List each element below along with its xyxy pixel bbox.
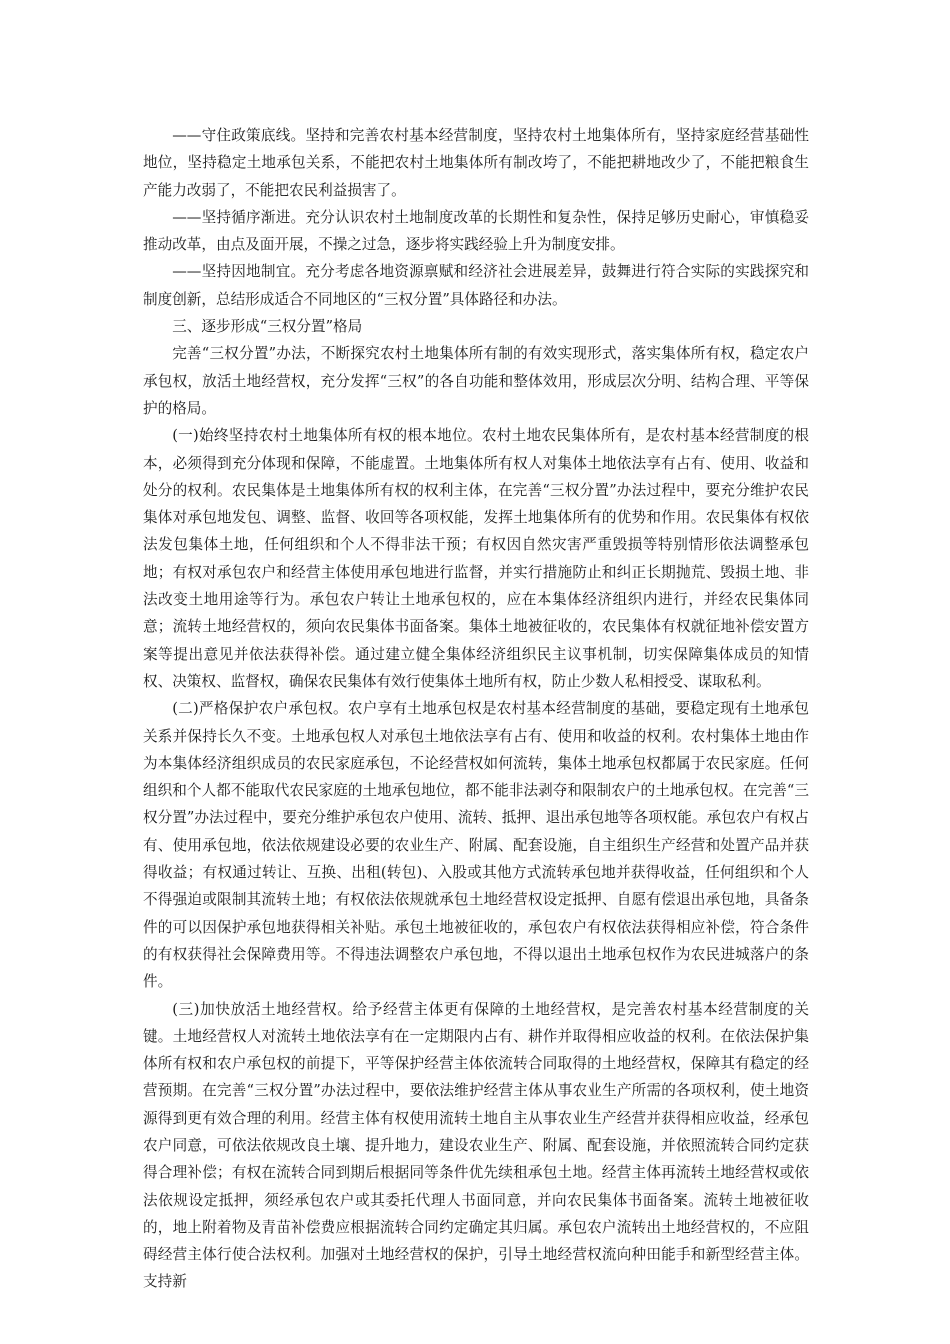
paragraph-management-rights: (三)加快放活土地经营权。给予经营主体更有保障的土地经营权，是完善农村基本经营制度的关键。土地经营权人对流转土地依法享有在一定期限内占有、耕作并取得相应收益的权利。在依法保护集体所有权和农户承包权的前提下，平等保护经营主体依流转合同取得的土地经营权，保障其有稳定的经营预期。在完善“三权分置”办法过程中，要依法维护经营主体从事农业生产所需的各项权利，使土地资源得到更有效合理的利用。经营主体有权使用流转土地自主从事农业生产经营并获得相应收益，经承包农户同意，可依法依规改良土壤、提升地力，建设农业生产、附属、配套设施，并依照流转合同约定获得合理补偿；有权在流转合同到期后根据同等条件优先续租承包土地。经营主体再流转土地经营权或依法依规设定抵押，须经承包农户或其委托代理人书面同意，并向农民集体书面备案。流转土地被征收的，地上附着物及青苗补偿费应根据流转合同约定确定其归属。承包农户流转出土地经营权的，不应阻碍经营主体行使合法权利。加强对土地经营权的保护，引导土地经营权流向种田能手和新型经营主体。支持新: [143, 1000, 809, 1291]
paragraph-section-intro: 完善“三权分置”办法，不断探究农村土地集体所有制的有效实现形式，落实集体所有权，稳定农户承包权，放活土地经营权，充分发挥“三权”的各自功能和整体效用，形成层次分明、结构合理、平等保护的格局。: [143, 345, 809, 417]
paragraph-step-by-step: ——坚持循序渐进。充分认识农村土地制度改革的长期性和复杂性，保持足够历史耐心，审慎稳妥推动改革，由点及面开展，不操之过急，逐步将实践经验上升为制度安排。: [143, 208, 809, 254]
paragraph-contract-rights: (二)严格保护农户承包权。农户享有土地承包权是农村基本经营制度的基础，要稳定现有土地承包关系并保持长久不变。土地承包权人对承包土地依法享有占有、使用和收益的权利。农村集体土地由作为本集体经济组织成员的农民家庭承包，不论经营权如何流转，集体土地承包权都属于农民家庭。任何组织和个人都不能取代农民家庭的土地承包地位，都不能非法剥夺和限制农户的土地承包权。在完善“三权分置”办法过程中，要充分维护承包农户使用、流转、抵押、退出承包地等各项权能。承包农户有权占有、使用承包地，依法依规建设必要的农业生产、附属、配套设施，自主组织生产经营和处置产品并获得收益；有权通过转让、互换、出租(转包)、入股或其他方式流转承包地并获得收益，任何组织和个人不得强迫或限制其流转土地；有权依法依规就承包土地经营权设定抵押、自愿有偿退出承包地，具备条件的可以因保护承包地获得相关补贴。承包土地被征收的，承包农户有权依法获得相应补偿，符合条件的有权获得社会保障费用等。不得违法调整农户承包地，不得以退出土地承包权作为农民进城落户的条件。: [143, 700, 809, 991]
paragraph-policy-bottom-line: ——守住政策底线。坚持和完善农村基本经营制度，坚持农村土地集体所有，坚持家庭经营基础性地位，坚持稳定土地承包关系，不能把农村土地集体所有制改垮了，不能把耕地改少了，不能把粮食生产能力改弱了，不能把农民利益损害了。: [143, 127, 809, 199]
paragraph-collective-ownership: (一)始终坚持农村土地集体所有权的根本地位。农村土地农民集体所有，是农村基本经营制度的根本，必须得到充分体现和保障，不能虚置。土地集体所有权人对集体土地依法享有占有、使用、收益和处分的权利。农民集体是土地集体所有权的权利主体，在完善“三权分置”办法过程中，要充分维护农民集体对承包地发包、调整、监督、收回等各项权能，发挥土地集体所有的优势和作用。农民集体有权依法发包集体土地，任何组织和个人不得非法干预；有权因自然灾害严重毁损等特别情形依法调整承包地；有权对承包农户和经营主体使用承包地进行监督，并实行措施防止和纠正长期抛荒、毁损土地、非法改变土地用途等行为。承包农户转让土地承包权的，应在本集体经济组织内进行，并经农民集体同意；流转土地经营权的，须向农民集体书面备案。集体土地被征收的，农民集体有权就征地补偿安置方案等提出意见并依法获得补偿。通过建立健全集体经济组织民主议事机制，切实保障集体成员的知情权、决策权、监督权，确保农民集体有效行使集体土地所有权，防止少数人私相授受、谋取私利。: [143, 427, 809, 690]
document-body: [143, 122, 809, 1296]
section-heading: 三、逐步形成“三权分置”格局: [172, 318, 363, 336]
paragraph-local-conditions: ——坚持因地制宜。充分考虑各地资源禀赋和经济社会进展差异，鼓舞进行符合实际的实践探究和制度创新，总结形成适合不同地区的“三权分置”具体路径和办法。: [143, 263, 809, 308]
